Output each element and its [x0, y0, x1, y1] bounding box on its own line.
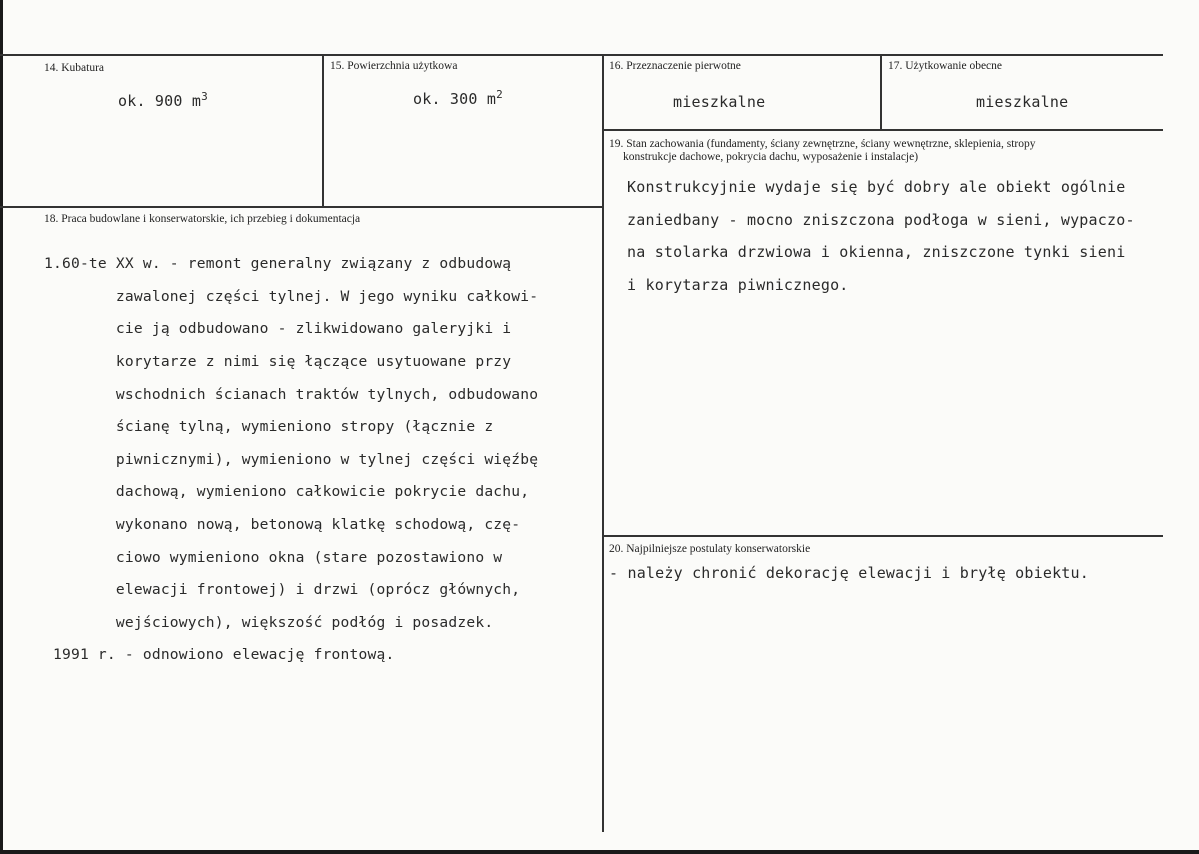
prace-line: piwnicznymi), wymieniono w tylnej części więźbę	[44, 450, 539, 468]
prace-label: 18. Praca budowlane i konserwatorskie, ich przebieg i dokumentacja	[44, 213, 361, 225]
prace-line: zawalonej części tylnej. W jego wyniku całkowi-	[44, 287, 539, 305]
kubatura-number: ok. 900 m	[118, 92, 202, 110]
prace-line: 1991 r. - odnowiono elewację frontową.	[44, 646, 395, 664]
prace-line: wschodnich ścianach traktów tylnych, odbudowano	[44, 385, 539, 403]
prace-line: 1.60-te XX w. - remont generalny związany z odbudową	[44, 255, 512, 273]
prace-line: elewacji frontowej) i drzwi (oprócz głównych,	[44, 581, 521, 599]
prace-line: ścianę tylną, wymieniono stropy (łącznie z	[44, 418, 494, 436]
powierzchnia-value	[413, 90, 503, 108]
uzytkowanie-label: 17. Użytkowanie obecne	[888, 60, 1003, 72]
top-rule	[0, 54, 1163, 56]
prace-line: cie ją odbudowano - zlikwidowano galeryjki i	[44, 320, 512, 338]
prace-line: ciowo wymieniono okna (stare pozostawiono w	[44, 548, 503, 566]
kubatura-exponent: 3	[201, 90, 208, 103]
stan-line: zaniedbany - mocno zniszczona podłoga w sieni, wypaczo-	[627, 210, 1135, 229]
divider-14-15	[322, 54, 324, 206]
powierzchnia-number: ok. 300 m	[413, 90, 497, 108]
rule-above-20	[602, 535, 1163, 537]
stan-line: i korytarza piwnicznego.	[627, 276, 849, 295]
stan-text	[627, 163, 1135, 310]
kubatura-value	[118, 92, 208, 110]
przeznaczenie-value: mieszkalne	[673, 93, 766, 111]
postulaty-label: 20. Najpilniejsze postulaty konserwatorskie	[609, 543, 811, 555]
postulaty-value: - należy chronić dekorację elewacji i bryłę obiektu.	[609, 564, 1089, 582]
przeznaczenie-label: 16. Przeznaczenie pierwotne	[609, 60, 741, 72]
rule-under-14-15	[0, 206, 603, 208]
powierzchnia-label: 15. Powierzchnia użytkowa	[330, 60, 458, 72]
stan-line: Konstrukcyjnie wydaje się być dobry ale obiekt ogólnie	[627, 178, 1126, 197]
uzytkowanie-value: mieszkalne	[976, 93, 1069, 111]
stan-line: na stolarka drzwiowa i okienna, zniszczone tynki sieni	[627, 243, 1126, 262]
kubatura-label: 14. Kubatura	[44, 62, 105, 74]
prace-line: wejściowych), większość podłóg i posadzek.	[44, 613, 494, 631]
prace-line: dachową, wymieniono całkowicie pokrycie dachu,	[44, 483, 530, 501]
divider-16-17	[880, 54, 882, 130]
prace-text	[44, 240, 538, 680]
stan-label-line2: konstrukcje dachowe, pokrycia dachu, wyposażenie i instalacje)	[623, 151, 919, 163]
rule-under-16-17	[602, 129, 1163, 131]
powierzchnia-exponent: 2	[496, 88, 503, 101]
stan-label-line1: 19. Stan zachowania (fundamenty, ściany zewnętrzne, ściany wewnętrzne, sklepienia, stropy	[609, 138, 1036, 150]
prace-line: wykonano nową, betonową klatkę schodową, czę-	[44, 516, 521, 534]
prace-line: korytarze z nimi się łączące usytuowane przy	[44, 353, 512, 371]
center-divider	[602, 54, 604, 832]
